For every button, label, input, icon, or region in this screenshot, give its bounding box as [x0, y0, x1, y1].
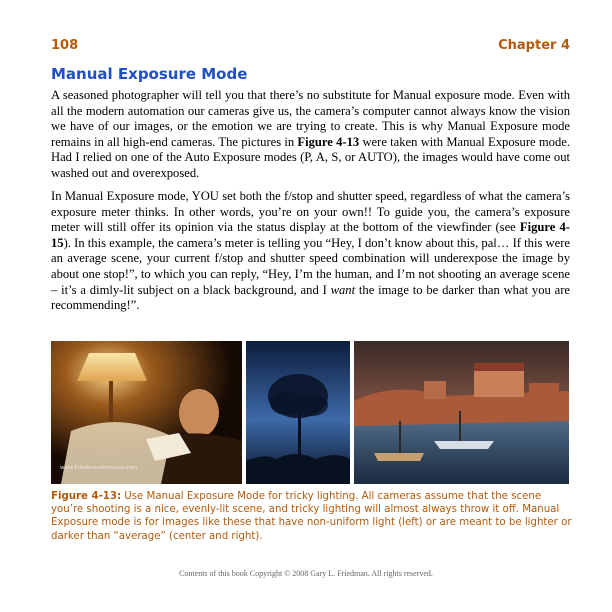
figure-reference: Figure 4-15 [51, 220, 571, 250]
caption-label: Figure 4-13: [51, 491, 122, 502]
body-paragraph-1 [51, 88, 570, 182]
paragraph-text: the image to be darker than what you are recommending!”. [51, 282, 570, 313]
photo-harbor-sunset [354, 341, 569, 484]
photo-man-reading-lamp [51, 341, 242, 484]
paragraph-text: were taken with Manual Exposure mode. Had I relied on one of the Auto Exposure modes (P, A, S, or AUTO), the images would have come out washed out and overexposed. [51, 134, 570, 180]
paragraph-text: In Manual Exposure mode, YOU set both the f/stop and shutter speed, regardless of what the camera’s exposure meter thinks. In other words, you’re on your own!! To guide you, the camera’s exposure meter will still offer its opinion via the status display at the bottom of the viewfinder (see [51, 189, 570, 235]
footer-copyright: Contents of this book Copyright © 2008 Gary L. Friedman. All rights reserved. [179, 569, 433, 578]
photo-watermark: www.FriedmanArchives.com [60, 465, 138, 471]
emphasis: want [330, 282, 356, 297]
caption-text: Use Manual Exposure Mode for tricky lighting. All cameras assume that the scene you’re shooting is a nice, evenly-lit scene, and tricky lighting will almost always throw it off. Manual Exposure mode is for images like these that have non-uniform light (left) or are meant to be lighter or darker than “average” (center and right). [51, 491, 572, 542]
figure-caption [51, 490, 576, 543]
body-paragraph-2 [51, 189, 570, 314]
chapter-label: Chapter 4 [498, 38, 570, 53]
paragraph-text: ). In this example, the camera’s meter is telling you “Hey, I don’t know about this, pal… If this were an average scene, your current f/stop and shutter speed combination will underexpose the image by about one stop!”, to which you can reply, “Hey, I’m the human, and I’m not shooting an average scene – it’s a dimly-lit subject on a black background, and I [51, 235, 570, 297]
page-number: 108 [51, 38, 79, 53]
figure-reference: Figure 4-13 [297, 134, 360, 149]
photo-tree-dusk [246, 341, 350, 484]
paragraph-text: A seasoned photographer will tell you that there’s no substitute for Manual exposure mode. Even with all the modern automation our cameras give us, the camera’s computer cannot always know the vision we have of our images, or the emotion we are trying to create. This is why Manual Exposure mode remains in all high-end cameras. The pictures in [51, 88, 570, 149]
section-title: Manual Exposure Mode [51, 65, 248, 83]
